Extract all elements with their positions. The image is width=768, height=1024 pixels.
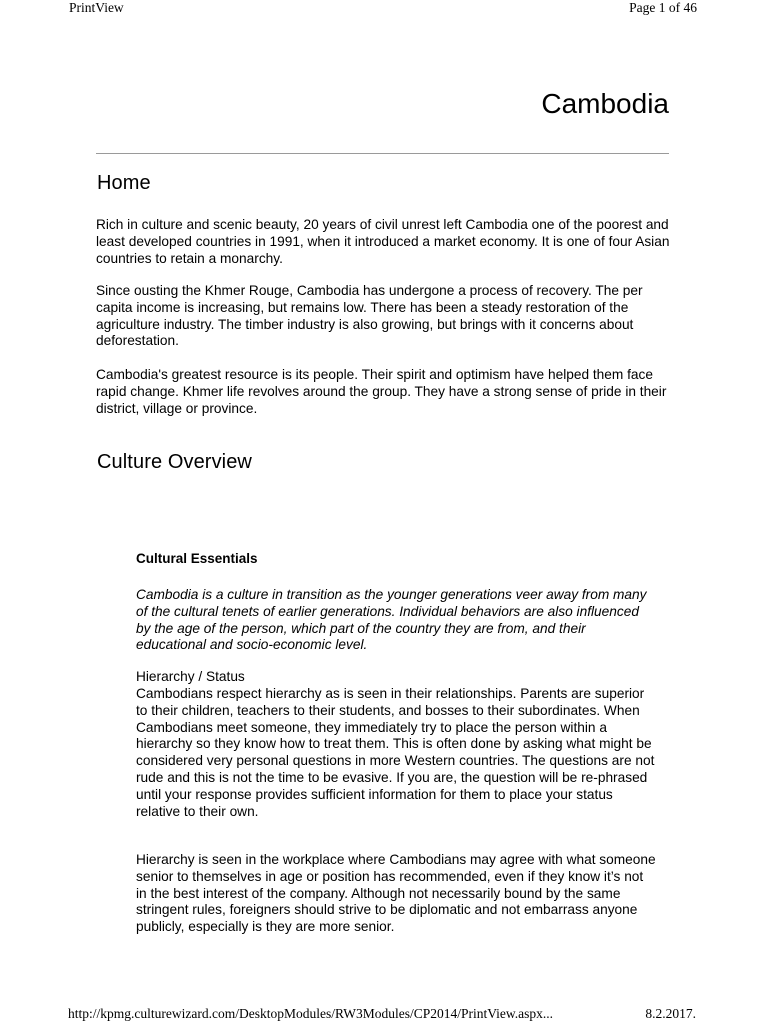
home-paragraph-3: Cambodia's greatest resource is its people. Their spirit and optimism have helped them face rapid change. Khmer life revolves around the group. They have a strong sense of pride in their district, village or province. [96, 367, 667, 416]
section-heading-culture-overview: Culture Overview [97, 451, 252, 473]
sub-heading-cultural-essentials: Cultural Essentials [136, 551, 258, 566]
title-divider [96, 153, 669, 154]
hierarchy-paragraph-2: Hierarchy is seen in the workplace where Cambodians may agree with what someone senior to themselves in age or position has recommended, even if they know it’s not in the best interest of the company. Although not necessarily bound by the same stringent rules, foreigners should strive to be diplomatic and not embarrass anyone publicly, especially is they are more senior. [136, 852, 656, 935]
print-date: 8.2.2017. [645, 1006, 696, 1021]
section-heading-home: Home [97, 172, 151, 194]
document-title: Cambodia [541, 88, 669, 119]
print-header-title: PrintView [69, 0, 124, 15]
print-footer [0, 1006, 768, 1024]
home-paragraph-2: Since ousting the Khmer Rouge, Cambodia has undergone a process of recovery. The per capita income is increasing, but remains low. There has been a steady restoration of the agriculture industry. The timber industry is also growing, but brings with it concerns about deforestation. [96, 283, 643, 349]
hierarchy-status-heading: Hierarchy / Status [136, 669, 245, 684]
page-counter: Page 1 of 46 [629, 0, 697, 15]
source-url: http://kpmg.culturewizard.com/DesktopModules/RW3Modules/CP2014/PrintView.aspx... [68, 1006, 554, 1021]
hierarchy-paragraph-1: Cambodians respect hierarchy as is seen in their relationships. Parents are superior to their children, teachers to their students, and bosses to their subordinates. When Cambodians meet someone, they immediately try to place the person within a hierarchy so they know how to treat them. This is often done by asking what might be considered very personal questions in more Western countries. The questions are not rude and this is not the time to be evasive. If you are, the question will be re-phrased until your response provides sufficient information for them to place your status relative to their own. [136, 686, 655, 819]
print-header [0, 0, 768, 18]
cultural-essentials-intro: Cambodia is a culture in transition as the younger generations veer away from many of the cultural tenets of earlier generations. Individual behaviors are also influenced by the age of the person, which part of the country they are from, and their educational and socio-economic level. [136, 587, 647, 653]
home-paragraph-1: Rich in culture and scenic beauty, 20 years of civil unrest left Cambodia one of the poorest and least developed countries in 1991, when it introduced a market economy. It is one of four Asian countries to retain a monarchy. [96, 217, 670, 266]
